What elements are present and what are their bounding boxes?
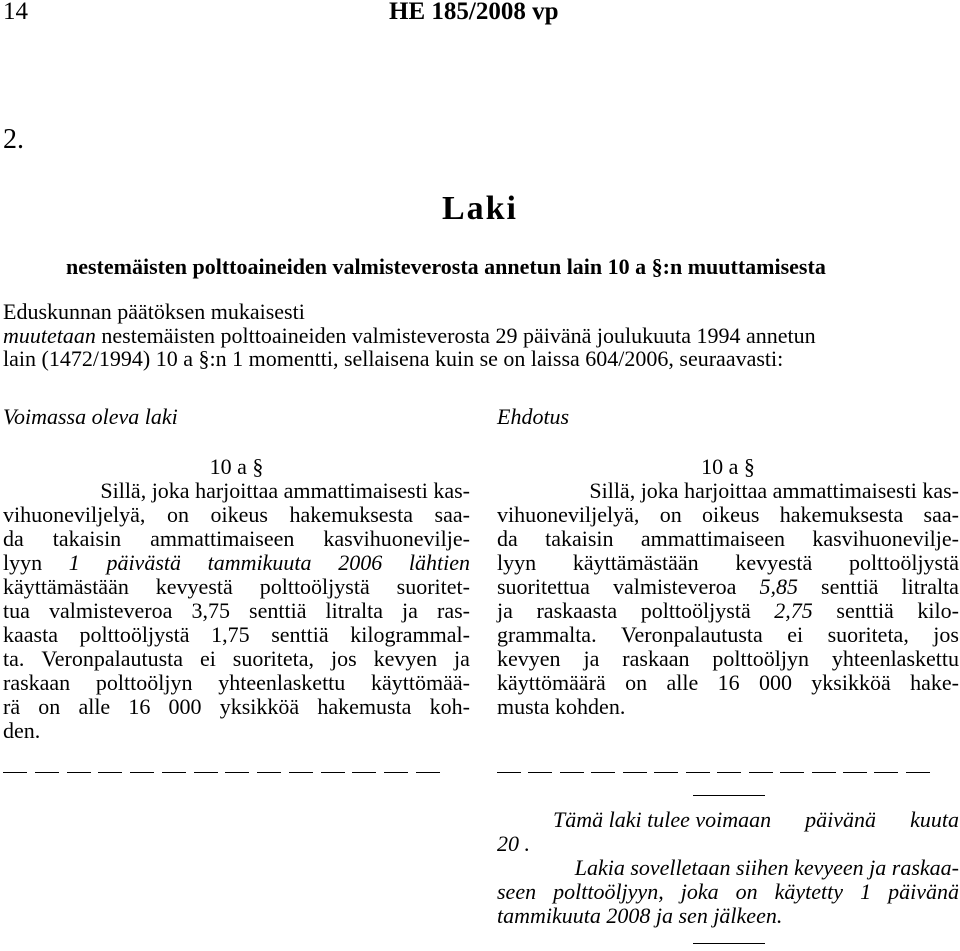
text-line: da takaisin ammattimaiseen kasvihuonevilje- (497, 526, 959, 551)
text-line: Sillä, joka harjoittaa ammattimaisesti kas- (100, 478, 470, 503)
text-line: kevyen ja raskaan polttoöljyn yhteenlaskettu (497, 646, 959, 671)
text-line: vihuoneviljelyä, on oikeus hakemuksesta saa- (3, 502, 470, 527)
text-line: lyyn käyttämästään kevyestä polttoöljystä (497, 550, 959, 575)
text-line: grammalta. Veronpalautusta ei suoriteta, jos (497, 622, 959, 647)
enacting-line-3: lain (1472/1994) 10 a §:n 1 momentti, sellaisena kuin se on laissa 604/2006, seuraavasti: (3, 346, 784, 371)
amend-keyword: muutetaan (3, 322, 96, 348)
text-line: lyyn 1 päivästä tammikuuta 2006 lähtien (3, 550, 470, 575)
right-column-heading: Ehdotus (497, 404, 570, 429)
text-line: den. (3, 718, 41, 743)
text-line: Lakia sovelletaan siihen kevyeen ja raskaa- (574, 855, 959, 880)
text-line: raskaan polttoöljyn yhteenlaskettu käyttömää- (3, 670, 470, 695)
section-number: 2. (3, 124, 24, 155)
text-line: vihuoneviljelyä, on oikeus hakemuksesta saa- (497, 502, 959, 527)
document-id: HE 185/2008 vp (389, 0, 559, 25)
text-line: tua valmisteveroa 3,75 senttiä litralta ja ras- (3, 598, 470, 623)
proposal-column (497, 455, 959, 719)
text-line: kaasta polttoöljystä 1,75 senttiä kilogrammal- (3, 622, 470, 647)
right-section-label: 10 a § (701, 454, 755, 479)
enacting-line-1: Eduskunnan päätöksen mukaisesti (3, 299, 305, 324)
text-line: da takaisin ammattimaiseen kasvihuonevilje- (3, 526, 470, 551)
law-subject: nestemäisten polttoaineiden valmisteverosta annetun lain 10 a §:n muuttamisesta (66, 254, 826, 279)
enactment-clause (497, 808, 959, 928)
separator-rule-bottom (693, 943, 765, 944)
separator-rule-top (693, 795, 765, 796)
text-line: 20 . (497, 831, 530, 856)
omission-dashes-left (3, 772, 440, 773)
text-line: käyttömäärä on alle 16 000 yksikköä hake- (497, 670, 959, 695)
text-line: ja raskaasta polttoöljystä 2,75 senttiä kilo- (497, 598, 959, 623)
text-line: Sillä, joka harjoittaa ammattimaisesti kas- (589, 478, 959, 503)
text-line: Tämä laki tulee voimaan päivänä kuuta (553, 807, 959, 832)
omission-dashes-right (497, 772, 930, 773)
text-line: ta. Veronpalautusta ei suoriteta, jos kevyen ja (3, 646, 470, 671)
text-line: suoritettua valmisteveroa 5,85 senttiä litralta (497, 574, 959, 599)
left-column-heading: Voimassa oleva laki (3, 404, 178, 429)
current-law-column (3, 455, 470, 743)
text-line: tammikuuta 2008 ja sen jälkeen. (497, 903, 783, 928)
left-section-label: 10 a § (209, 454, 264, 479)
enacting-clause (3, 300, 816, 371)
text-line: käyttämästään kevyestä polttoöljystä suoritet- (3, 574, 470, 599)
text-line: rä on alle 16 000 yksikköä hakemusta koh- (3, 694, 470, 719)
enacting-line-2 (3, 324, 816, 348)
text-line: musta kohden. (497, 694, 626, 719)
enacting-line-2-rest: nestemäisten polttoaineiden valmisteverosta 29 päivänä joulukuuta 1994 annetun (95, 322, 816, 348)
page-number: 14 (3, 0, 28, 25)
law-title: Laki (441, 190, 519, 227)
text-line: seen polttoöljyyn, joka on käytetty 1 päivänä (497, 879, 959, 904)
